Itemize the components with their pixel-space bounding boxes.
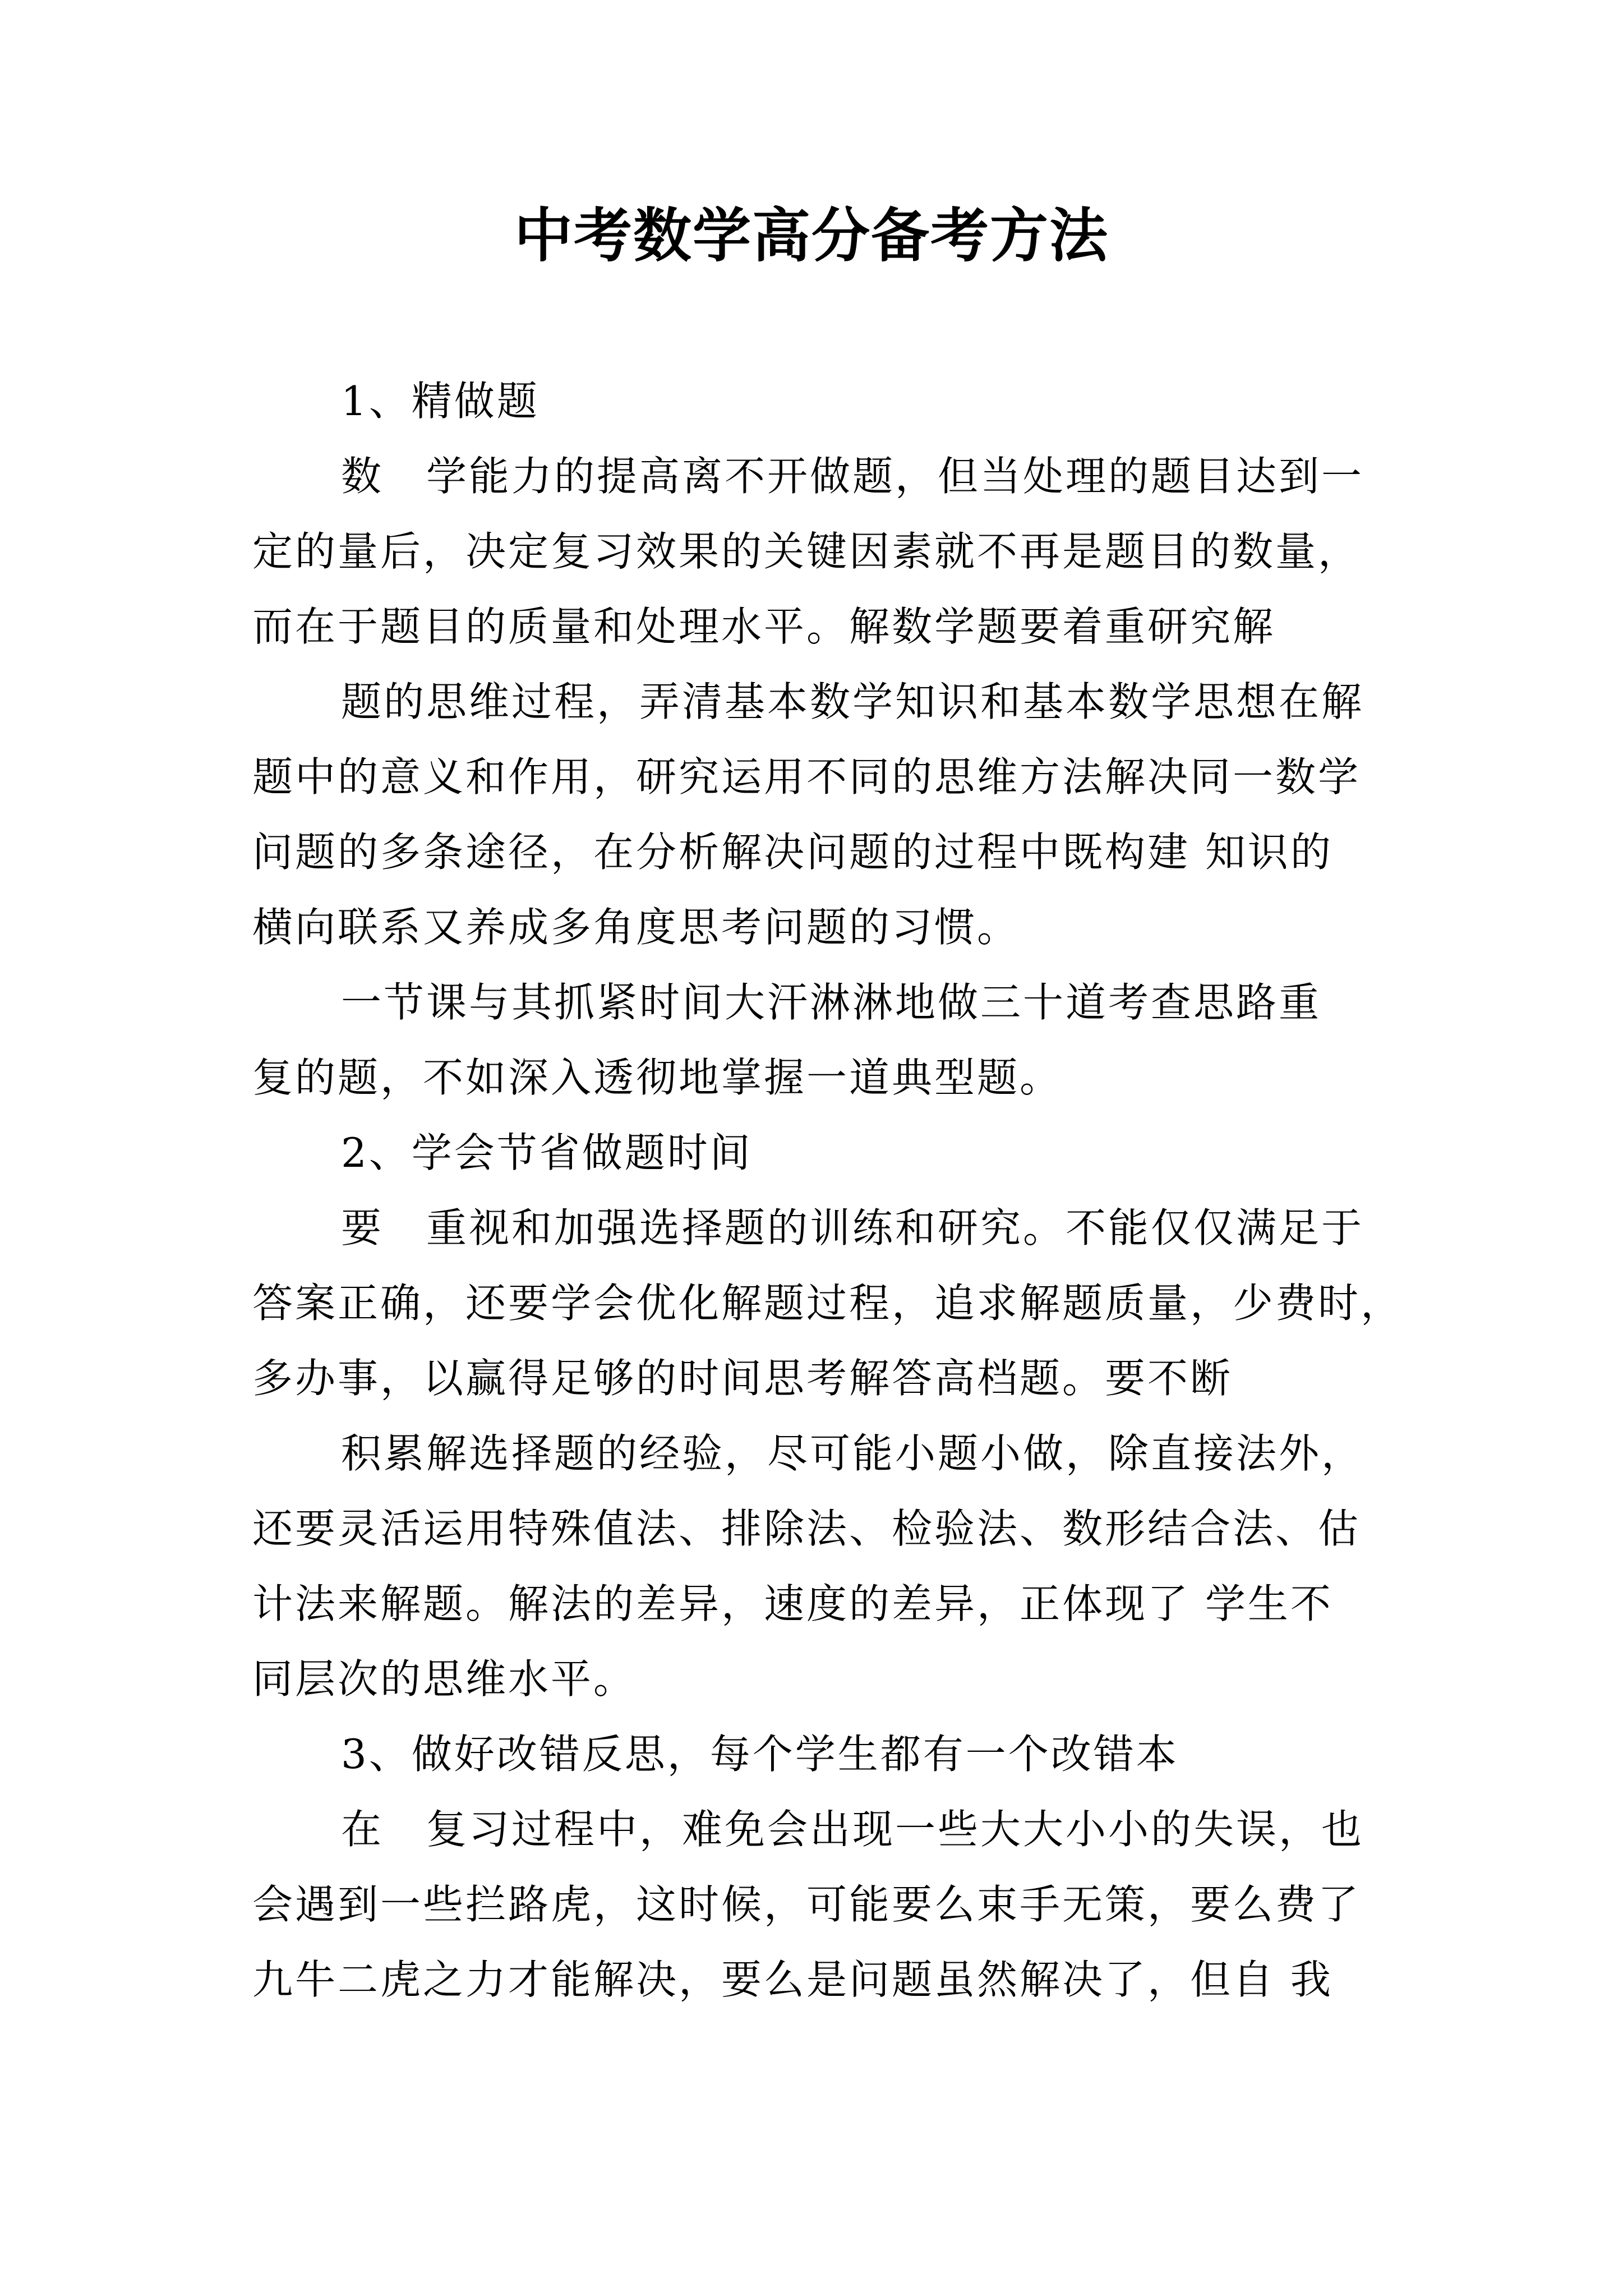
body-text-line: 答案正确，还要学会优化解题过程，追求解题质量，少费时， (252, 1280, 1404, 1327)
body-text-line: 要 重视和加强选择题的训练和研究。不能仅仅满足于 (341, 1204, 1364, 1251)
body-text-line: 会遇到一些拦路虎，这时候，可能要么束手无策，要么费了 (252, 1881, 1361, 1928)
body-text-line: 3、做好改错反思，每个学生都有一个改错本 (341, 1731, 1179, 1778)
body-text-line: 而在于题目的质量和处理水平。解数学题要着重研究解 (252, 603, 1276, 650)
body-text-line: 横向联系又养成多角度思考问题的习惯。 (252, 904, 1020, 951)
body-text-line: 多办事，以赢得足够的时间思考解答高档题。要不断 (252, 1355, 1233, 1402)
body-text-line: 题的思维过程，弄清基本数学知识和基本数学思想在解 (341, 678, 1364, 725)
body-text-line: 2、学会节省做题时间 (341, 1129, 753, 1176)
body-text-line: 复的题，不如深入透彻地掌握一道典型题。 (252, 1054, 1063, 1101)
body-text-line: 积累解选择题的经验，尽可能小题小做，除直接法外， (341, 1430, 1364, 1477)
body-text-line: 数 学能力的提高离不开做题，但当处理的题目达到一 (341, 453, 1364, 500)
body-text-line: 定的量后，决定复习效果的关键因素就不再是题目的数量， (252, 528, 1361, 575)
body-text-line: 1、精做题 (341, 378, 540, 425)
body-text-line: 计法来解题。解法的差异，速度的差异，正体现了 学生不 (252, 1580, 1333, 1627)
body-text-line: 还要灵活运用特殊值法、排除法、检验法、数形结合法、估 (252, 1505, 1361, 1552)
body-text-line: 在 复习过程中，难免会出现一些大大小小的失误，也 (341, 1806, 1364, 1853)
body-text-line: 九牛二虎之力才能解决，要么是问题虽然解决了，但自 我 (252, 1956, 1333, 2003)
document-title: 中考数学高分备考方法 (514, 201, 1109, 270)
body-text-line: 问题的多条途径，在分析解决问题的过程中既构建 知识的 (252, 829, 1333, 876)
body-text-line: 一节课与其抓紧时间大汗淋淋地做三十道考查思路重 (341, 979, 1322, 1026)
body-text-line: 题中的意义和作用，研究运用不同的思维方法解决同一数学 (252, 753, 1361, 800)
body-text-line: 同层次的思维水平。 (252, 1655, 637, 1703)
